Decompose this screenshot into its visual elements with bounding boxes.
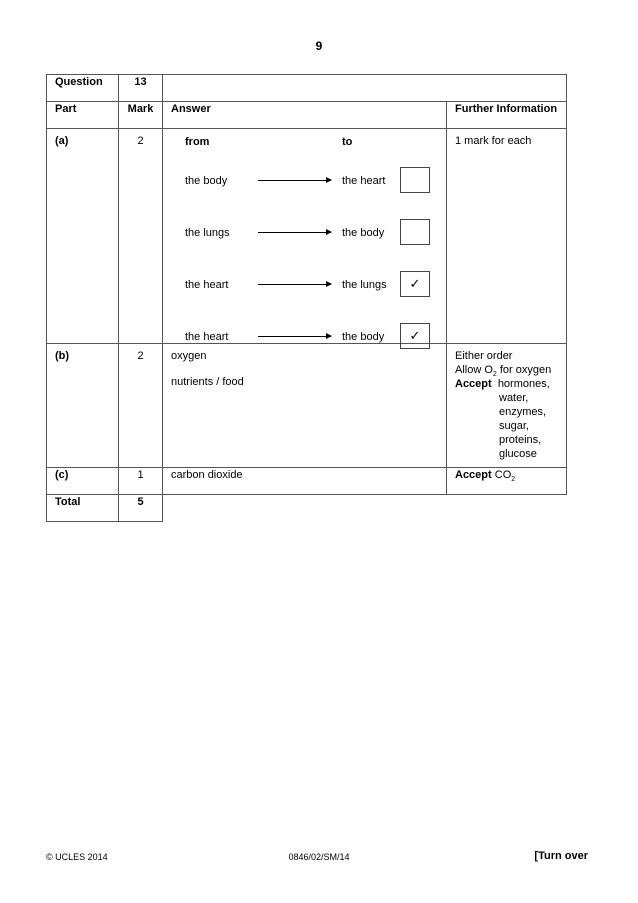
allow-note: Allow $O_2$ for oxygen <box>455 364 552 379</box>
part-a-answer <box>163 129 447 344</box>
part-c-answer: carbon dioxide <box>163 468 447 495</box>
accept-item: sugar, <box>499 420 529 432</box>
to-heading: to <box>342 136 353 148</box>
flow-from: the heart <box>185 331 229 343</box>
part-c-row <box>47 468 567 495</box>
flow-row <box>163 174 446 198</box>
page-number: 9 <box>315 39 323 53</box>
question-number: 13 <box>119 75 163 102</box>
tick-box[interactable] <box>400 219 430 245</box>
right-arrow-icon <box>258 336 331 337</box>
flow-row <box>163 226 446 250</box>
from-to-headings <box>163 135 446 159</box>
flow-from: the body <box>185 175 228 187</box>
col-further-header: Further Information <box>447 102 567 129</box>
part-b-further <box>447 344 567 468</box>
answer-nutrients: nutrients / food <box>171 376 244 388</box>
tick-box[interactable]: ✓ <box>400 271 430 297</box>
tick-box[interactable] <box>400 167 430 193</box>
turn-over: [Turn over <box>534 850 588 862</box>
col-answer-header: Answer <box>163 102 447 129</box>
part-a-further: 1 mark for each <box>447 129 567 344</box>
accept-item: enzymes, <box>499 406 547 418</box>
column-header-row <box>47 102 567 129</box>
flow-row <box>163 330 446 354</box>
accept-line <box>455 377 564 391</box>
question-row <box>47 75 567 102</box>
flow-to: the body <box>342 227 385 239</box>
part-c-further: Accept $CO_2$ <box>447 468 567 495</box>
part-c-mark: 1 <box>119 468 163 495</box>
flow-row <box>163 278 446 302</box>
footer-copyright: © UCLES 2014 <box>46 852 108 862</box>
right-arrow-icon <box>258 232 331 233</box>
part-b-label: (b) <box>47 344 119 468</box>
either-order: Either order <box>455 350 513 362</box>
col-part-header: Part <box>47 102 119 129</box>
answer-oxygen: oxygen <box>171 350 207 362</box>
total-label: Total <box>47 495 119 522</box>
part-b-answer <box>163 344 447 468</box>
right-arrow-icon <box>258 284 331 285</box>
flow-to: the heart <box>342 175 386 187</box>
right-arrow-icon <box>258 180 331 181</box>
part-b-row <box>47 344 567 468</box>
part-c-label: (c) <box>47 468 119 495</box>
accept-word: Accept <box>455 378 492 390</box>
total-row <box>47 495 567 522</box>
question-label: Question <box>47 75 119 102</box>
part-a-label: (a) <box>47 129 119 344</box>
mark-scheme-table <box>46 74 567 522</box>
accept-item: hormones, <box>497 378 550 390</box>
question-blank <box>163 75 567 102</box>
from-heading: from <box>185 136 210 148</box>
footer-code: 0846/02/SM/14 <box>288 852 350 862</box>
accept-list <box>455 391 564 461</box>
accept-item: glucose <box>499 448 537 460</box>
part-a-row <box>47 129 567 344</box>
flow-from: the lungs <box>185 227 230 239</box>
total-value: 5 <box>119 495 163 522</box>
col-mark-header: Mark <box>119 102 163 129</box>
accept-word: Accept <box>455 469 492 481</box>
tick-box[interactable]: ✓ <box>400 323 430 349</box>
flow-to: the body <box>342 331 385 343</box>
flow-from: the heart <box>185 279 229 291</box>
accept-item: water, <box>499 392 529 404</box>
flow-to: the lungs <box>342 279 387 291</box>
part-b-mark: 2 <box>119 344 163 468</box>
part-a-mark: 2 <box>119 129 163 344</box>
accept-item: proteins, <box>499 434 542 446</box>
